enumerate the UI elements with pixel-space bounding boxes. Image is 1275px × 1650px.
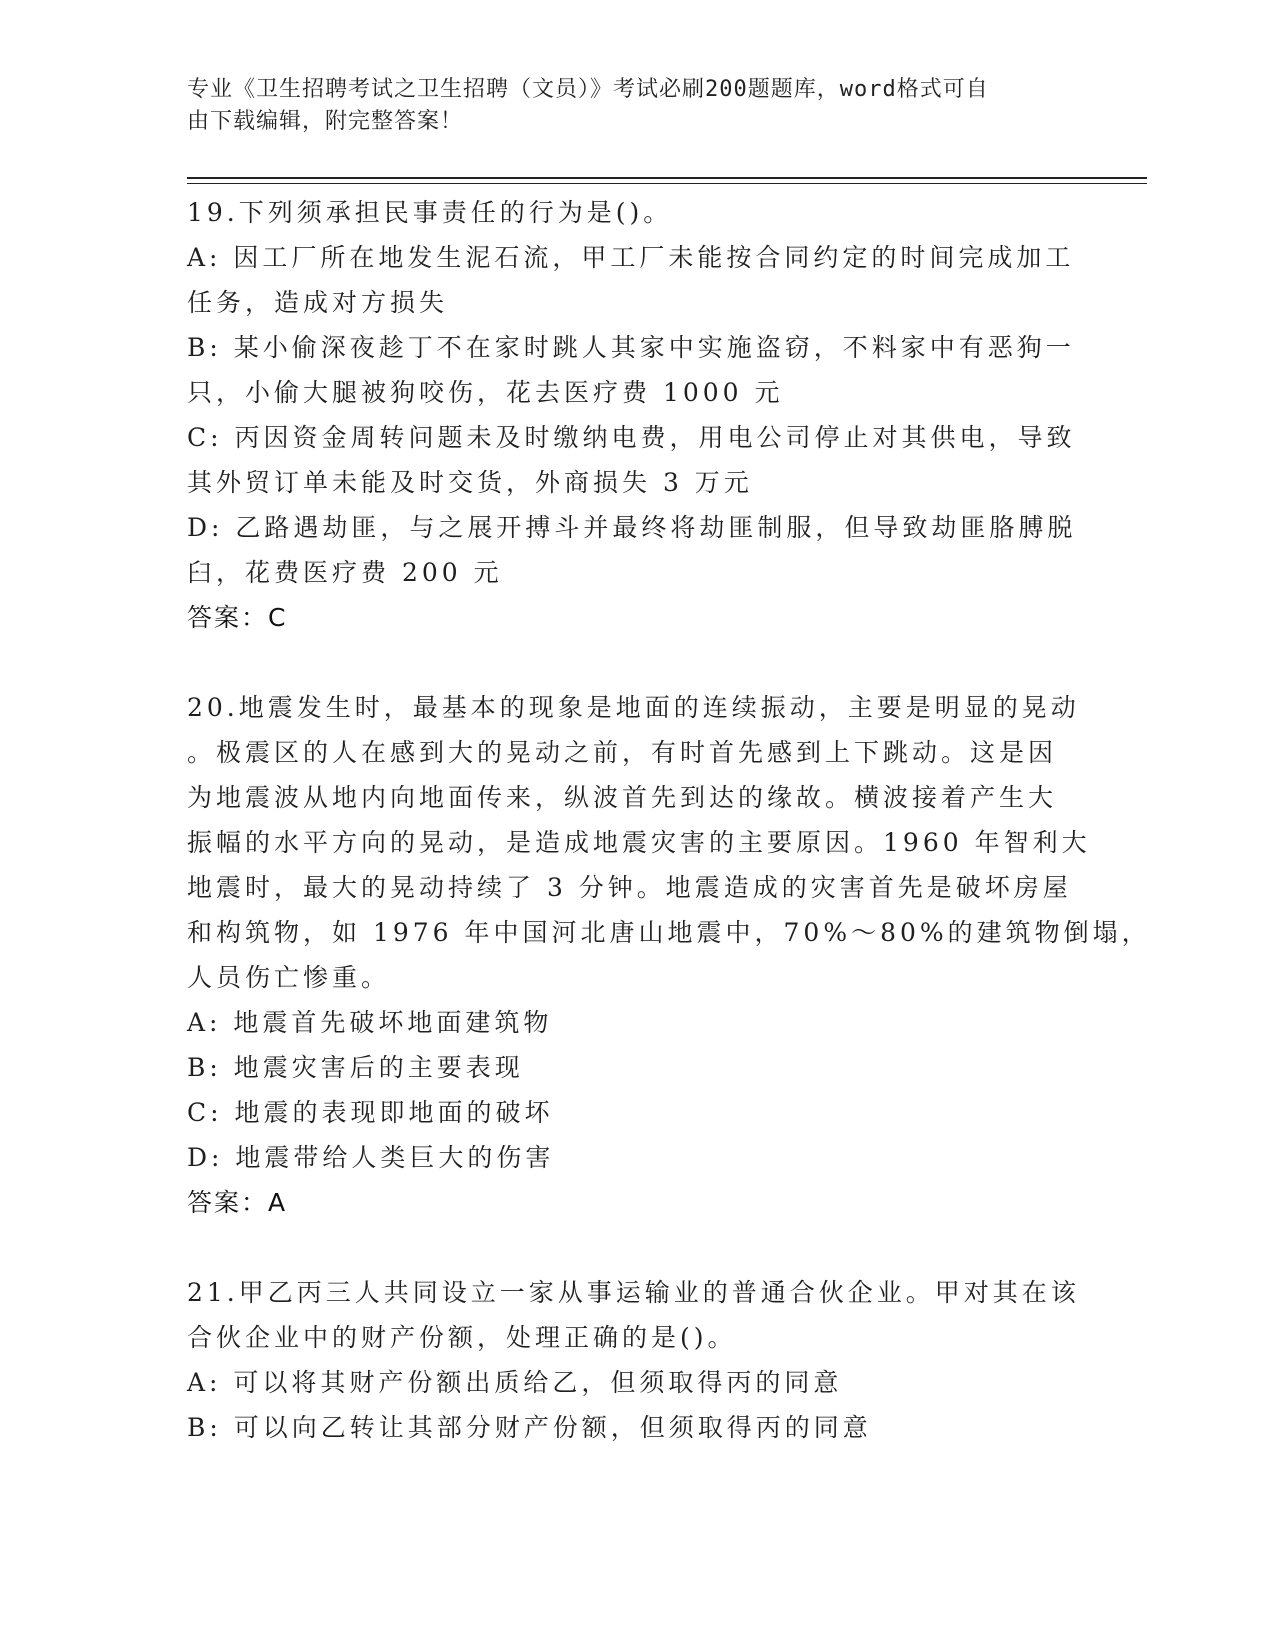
answer-label: 答案：A — [187, 1188, 288, 1217]
question-stem: 振幅的水平方向的晃动，是造成地震灾害的主要原因。1960 年智利大 — [187, 828, 1091, 857]
question-stem: 21.甲乙丙三人共同设立一家从事运输业的普通合伙企业。甲对其在该 — [187, 1278, 1080, 1307]
question-stem: 20.地震发生时，最基本的现象是地面的连续振动，主要是明显的晃动 — [187, 693, 1080, 722]
option-text: D: 乙路遇劫匪，与之展开搏斗并最终将劫匪制服，但导致劫匪胳膊脱 — [187, 513, 1077, 542]
question-21 — [187, 1270, 1080, 1450]
header-line-1: 专业《卫生招聘考试之卫生招聘（文员）》考试必刷200题题库，word格式可自 — [187, 77, 989, 102]
question-stem: 和构筑物，如 1976 年中国河北唐山地震中，70%～80%的建筑物倒塌， — [187, 918, 1151, 947]
option-b: B: 可以向乙转让其部分财产份额，但须取得丙的同意 — [187, 1413, 872, 1442]
option-text: 只，小偷大腿被狗咬伤，花去医疗费 1000 元 — [187, 378, 784, 407]
option-text: 臼，花费医疗费 200 元 — [187, 558, 503, 587]
header-rule-thick — [187, 177, 1147, 179]
question-stem: 19.下列须承担民事责任的行为是()。 — [187, 198, 673, 227]
spacer — [187, 640, 1067, 685]
header-rule-thin — [187, 183, 1147, 184]
option-c: C: 地震的表现即地面的破坏 — [187, 1098, 554, 1127]
header-line-2: 由下载编辑，附完整答案！ — [187, 109, 464, 134]
option-a: A: 地震首先破坏地面建筑物 — [187, 1008, 553, 1037]
question-list — [187, 190, 1151, 1450]
option-b — [187, 325, 1075, 415]
answer-label: 答案：C — [187, 603, 288, 632]
option-text: C: 丙因资金周转问题未及时缴纳电费，用电公司停止对其供电，导致 — [187, 423, 1076, 452]
option-text: 任务，造成对方损失 — [187, 288, 449, 317]
question-stem: 人员伤亡惨重。 — [187, 963, 391, 992]
option-text: B: 某小偷深夜趁丁不在家时跳人其家中实施盗窃，不料家中有恶狗一 — [187, 333, 1075, 362]
option-text: 其外贸订单未能及时交货，外商损失 3 万元 — [187, 468, 753, 497]
option-d: D: 地震带给人类巨大的伤害 — [187, 1143, 555, 1172]
question-stem: 。极震区的人在感到大的晃动之前，有时首先感到上下跳动。这是因 — [187, 738, 1058, 767]
document-header — [187, 74, 1067, 138]
question-stem: 为地震波从地内向地面传来，纵波首先到达的缘故。横波接着产生大 — [187, 783, 1058, 812]
option-c — [187, 415, 1076, 505]
option-b: B: 地震灾害后的主要表现 — [187, 1053, 524, 1082]
question-stem: 地震时，最大的晃动持续了 3 分钟。地震造成的灾害首先是破坏房屋 — [187, 873, 1072, 902]
spacer — [187, 1225, 1067, 1270]
option-a: A: 可以将其财产份额出质给乙，但须取得丙的同意 — [187, 1368, 843, 1397]
question-20 — [187, 685, 1151, 1225]
question-19 — [187, 190, 1077, 640]
option-a — [187, 235, 1075, 325]
option-text: A: 因工厂所在地发生泥石流，甲工厂未能按合同约定的时间完成加工 — [187, 243, 1075, 272]
option-d — [187, 505, 1077, 595]
question-stem: 合伙企业中的财产份额，处理正确的是()。 — [187, 1323, 737, 1352]
